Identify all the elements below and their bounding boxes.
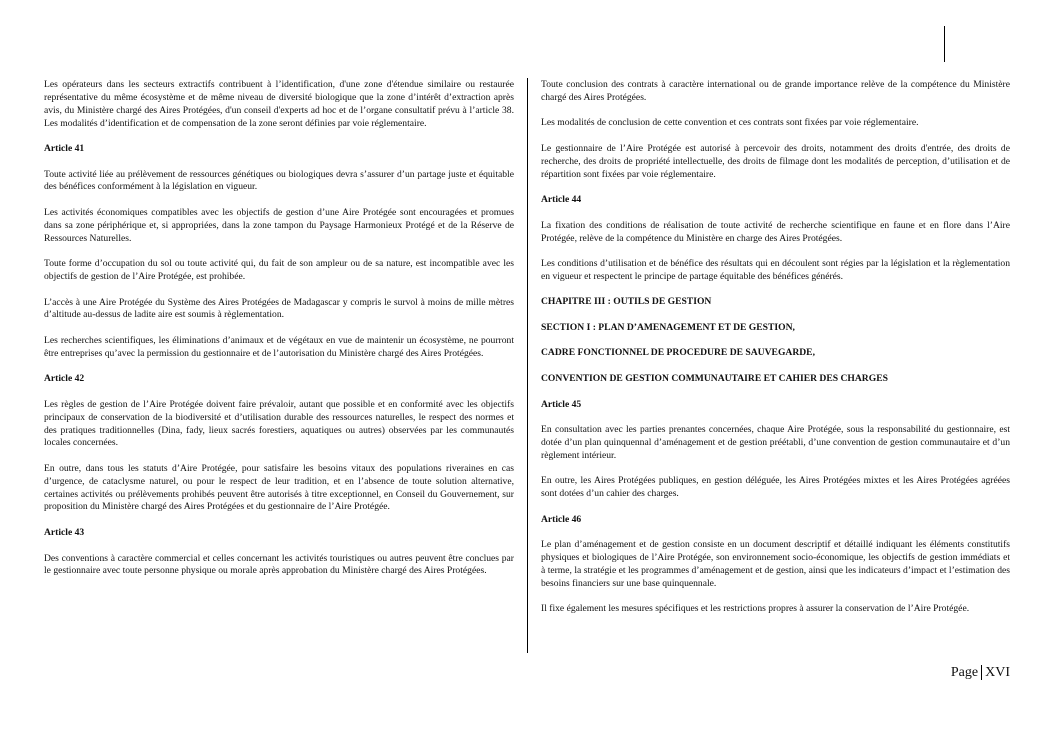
paragraph: La fixation des conditions de réalisation de toute activité de recherche scientifique en faune et en flore dans l’Aire Protégée, relève de la compétence du Ministère en charge des Aires Protégées. <box>541 219 1010 244</box>
paragraph: Toute conclusion des contrats à caractère international ou de grande importance relève de la compétence du Ministère chargé des Aires Protégées. <box>541 79 1010 103</box>
paragraph: Les conditions d’utilisation et de bénéfice des résultats qui en découlent sont régies par la législation et la règlementation en vigueur et respectent le principe de partage équitable des bénéfices générés. <box>541 258 1010 282</box>
article-heading: Article 43 <box>44 526 85 538</box>
left-column <box>44 79 514 591</box>
right-column <box>541 79 1010 629</box>
paragraph: Le plan d’aménagement et de gestion consiste en un document descriptif et détaillé indiquant les éléments constitutifs physiques et biologiques de l’Aire Protégée, son environnement socio-économique, les objectifs de gestion immédiats et à terme, la stratégie et les programmes d’aménagement et de gestion, ainsi que les indicateurs d’impact et l’estimation des besoins financiers sur une base quinquennale. <box>541 539 1010 589</box>
section-subheading: CADRE FONCTIONNEL DE PROCEDURE DE SAUVEGARDE, <box>541 347 815 359</box>
paragraph: Toute forme d’occupation du sol ou toute activité qui, du fait de son ampleur ou de sa nature, est incompatible avec les objectifs de gestion de l’Aire Protégée, est prohibée. <box>44 258 514 283</box>
article-heading: Article 44 <box>541 194 582 206</box>
header-rule <box>944 26 945 62</box>
paragraph: Des conventions à caractère commercial et celles concernant les activités touristiques ou autres peuvent être conclues par le gestionnaire avec toute personne physique ou morale après approbation du Ministère chargé des Aires Protégées. <box>44 552 514 577</box>
article-heading: Article 45 <box>541 398 582 410</box>
column-divider <box>527 78 528 653</box>
article-heading: Article 46 <box>541 513 582 525</box>
paragraph: Les modalités de conclusion de cette convention et ces contrats sont fixées par voie réglementaire. <box>541 117 919 129</box>
paragraph: Le gestionnaire de l’Aire Protégée est autorisé à percevoir des droits, notamment des droits d'entrée, des droits de recherche, des droits de propriété intellectuelle, des droits de filmage dont les modalités de perception, d’utilisation et de répartition sont fixées par voie réglementaire. <box>541 142 1010 180</box>
paragraph: Les règles de gestion de l’Aire Protégée doivent faire prévaloir, autant que possible et en conformité avec les objectifs principaux de conservation de la biodiversité et d’utilisation durable des ressources naturelles, le respect des normes et des pratiques traditionnelles (Dina, fady, lieux sacrés forestiers, aquatiques ou autres) observées par les communautés locales concernées. <box>44 398 514 449</box>
paragraph: Les recherches scientifiques, les éliminations d’animaux et de végétaux en vue de maintenir un écosystème, ne pourront être entreprises qu’avec la permission du gestionnaire et de l’autorisation du Ministère chargé des Aires Protégées. <box>44 334 514 359</box>
chapter-heading: CHAPITRE III : OUTILS DE GESTION <box>541 296 712 308</box>
paragraph: Les activités économiques compatibles avec les objectifs de gestion d’une Aire Protégée sont encouragées et promues dans sa zone périphérique et, si appropriées, dans la zone tampon du Paysage Harmonieux Protégé et de la Réserve de Ressources Naturelles. <box>44 206 514 244</box>
paragraph: En consultation avec les parties prenantes concernées, chaque Aire Protégée, sous la responsabilité du gestionnaire, est dotée d’un plan quinquennal d’aménagement et de gestion préétabli, d’une convention de gestion communautaire et d’un règlement intérieur. <box>541 424 1010 461</box>
page-label: Page <box>950 665 979 680</box>
article-heading: Article 41 <box>44 143 85 155</box>
paragraph: Les opérateurs dans les secteurs extractifs contribuent à l’identification, d'une zone d'étendue similaire ou restaurée représentative du même écosystème et de même niveau de diversité biologique que la zone d’intérêt d’extraction après avis, du Ministère chargé des Aires Protégées, d'un conseil d'experts ad hoc et de l’organe consultatif prévu à l’article 38. Les modalités d’identification et de compensation de la zone seront définies par voie réglementaire. <box>44 79 514 129</box>
section-heading: SECTION I : PLAN D’AMENAGEMENT ET DE GESTION, <box>541 321 795 333</box>
paragraph: En outre, les Aires Protégées publiques, en gestion déléguée, les Aires Protégées mixtes et les Aires Protégées agréées sont dotées d’un cahier des charges. <box>541 475 1010 500</box>
paragraph: Toute activité liée au prélèvement de ressources génétiques ou biologiques devra s’assurer d’un partage juste et équitable des bénéfices conformément à la législation en vigueur. <box>44 168 514 193</box>
paragraph: L’accès à une Aire Protégée du Système des Aires Protégées de Madagascar y compris le survol à moins de mille mètres d’altitude au-dessus de ladite aire est soumis à règlementation. <box>44 296 514 321</box>
page-separator <box>981 665 982 680</box>
paragraph: En outre, dans tous les statuts d’Aire Protégée, pour satisfaire les besoins vitaux des populations riveraines en cas d’urgence, de cataclysme naturel, ou pour le respect de leur tradition, et en l’absence de toute solution alternative, certaines activités ou prélèvements prohibés peuvent être autorisés à titre exceptionnel, en Conseil du Gouvernement, sur proposition du Ministère chargé des Aires Protégées et du gestionnaire de l’Aire Protégée. <box>44 462 514 513</box>
section-subheading: CONVENTION DE GESTION COMMUNAUTAIRE ET CAHIER DES CHARGES <box>541 373 888 384</box>
page-footer <box>951 664 1010 682</box>
article-heading: Article 42 <box>44 373 85 385</box>
paragraph: Il fixe également les mesures spécifiques et les restrictions propres à assurer la conservation de l’Aire Protégée. <box>541 603 970 615</box>
page-number: XVI <box>985 665 1010 680</box>
